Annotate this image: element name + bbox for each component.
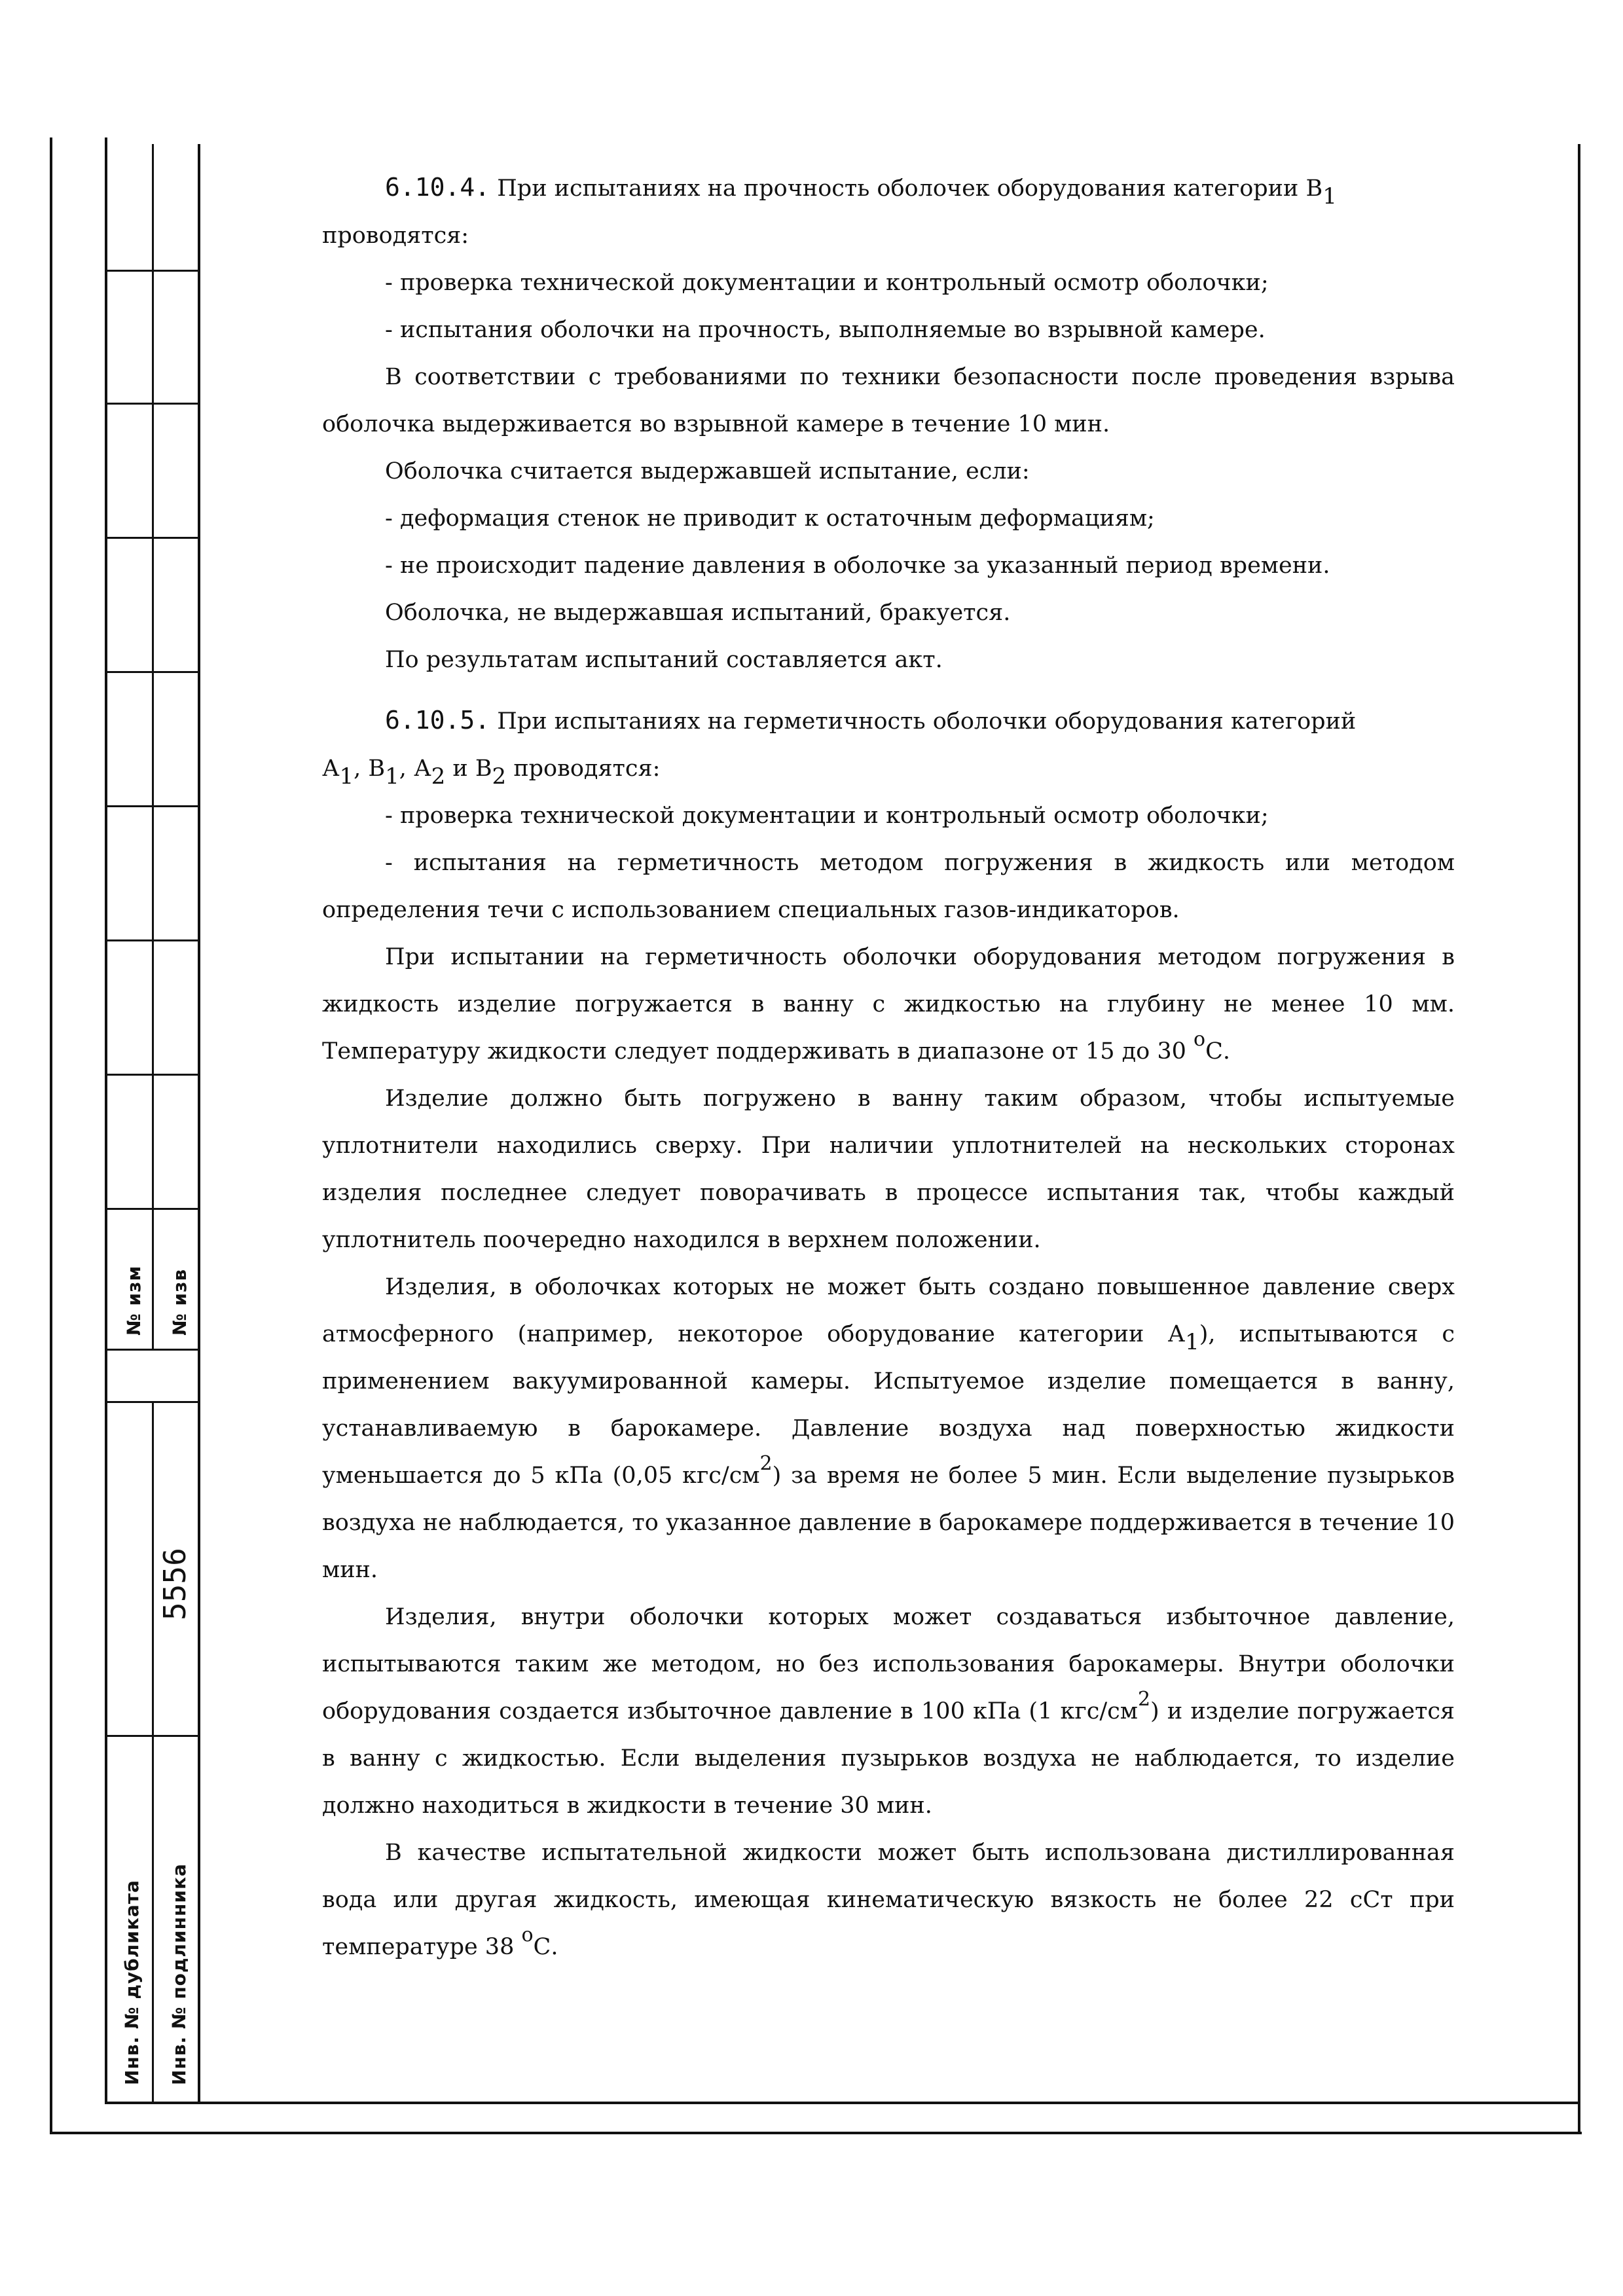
list-item: - проверка технической документации и контрольный осмотр оболочки; xyxy=(385,803,1269,829)
stamp-grid-line-5 xyxy=(105,805,200,807)
stamp-line-b xyxy=(152,144,154,1349)
stamp-grid-line-11 xyxy=(105,1735,200,1737)
stamp-line-a xyxy=(105,137,107,2104)
list-item: - проверка технической документации и контрольный осмотр оболочки; xyxy=(385,270,1269,296)
paragraph-text: Изделия, внутри оболочки которых может создаваться избыточное давление, испытываются таким же методом, но без использования барокамеры. Внутри оболочки оборудования создается избыточное давление в 100 кПа (1 кгс/см xyxy=(322,1604,1455,1724)
superscript: 2 xyxy=(759,1452,773,1475)
frame-bottom-line xyxy=(50,2132,1582,2134)
paragraph-text: При испытании на герметичность оболочки оборудования методом погружения в жидкость изделие погружается в ванну с жидкостью на глубину не менее 10 мм. Температуру жидкости следует поддерживать в диапазоне от 15 до 30 xyxy=(322,944,1455,1065)
list-item: - деформация стенок не приводит к остаточным деформациям; xyxy=(385,505,1155,532)
section-lead-tail: проводятся: xyxy=(322,223,469,249)
stamp-izv-label: № изв xyxy=(169,1268,191,1336)
stamp-podlinnik-number: 5556 xyxy=(157,1548,192,1620)
paragraph-act: По результатам испытаний составляется акт. xyxy=(385,647,943,673)
section-number: 6.10.4. xyxy=(385,173,490,202)
paragraph-text: Изделия, в оболочках которых не может быть создано повышенное давление сверх атмосферного (например, некоторое оборудование категории А xyxy=(322,1274,1455,1347)
section-6-10-4-heading xyxy=(322,164,1455,212)
stamp-grid-line-10 xyxy=(105,1401,200,1403)
stamp-grid-line-1 xyxy=(105,270,200,272)
category-letter: В xyxy=(1305,175,1323,202)
stamp-grid-line-2 xyxy=(105,403,200,405)
paragraph-text: ) и изделие погружается в ванну с жидкостью. Если выделения пузырьков воздуха не наблюдается, то изделие должно находиться в жидкости в течение 30 мин. xyxy=(322,1698,1455,1819)
frame-right-line xyxy=(1578,144,1580,2134)
category-subscript: 1 xyxy=(1322,183,1337,210)
stamp-grid-line-7 xyxy=(105,1074,200,1076)
paragraph-text: ) за время не более 5 мин. Если выделение пузырьков воздуха не наблюдается, то указанное давление в барокамере поддерживается в течение 10 мин. xyxy=(322,1463,1455,1583)
paragraph-safety: В соответствии с требованиями по техники безопасности после проведения взрыва оболочка выдерживается во взрывной камере в течение 10 мин. xyxy=(322,364,1455,437)
category-list xyxy=(322,745,1455,792)
degree-mark: о xyxy=(1194,1028,1206,1051)
paragraph-text: В качестве испытательной жидкости может быть использована дистиллированная вода или другая жидкость, имеющая кинематическую вязкость не более 22 сСт при температуре 38 xyxy=(322,1840,1455,1960)
stamp-grid-line-8 xyxy=(105,1208,200,1210)
category-separator: и xyxy=(445,756,475,782)
section-number: 6.10.5. xyxy=(385,706,490,735)
paragraph-reject: Оболочка, не выдержавшая испытаний, бракуется. xyxy=(385,600,1011,626)
frame-left-outer-line xyxy=(50,137,52,2134)
paragraph-seals: Изделие должно быть погружено в ванну таким образом, чтобы испытуемые уплотнители находились сверху. При наличии уплотнителей на нескольких сторонах изделия последнее следует поворачивать в процессе испытания так, чтобы каждый уплотнитель поочередно находился в верхнем положении. xyxy=(322,1085,1455,1253)
stamp-izm-label: № изм xyxy=(123,1265,145,1336)
category-subscript: 1 xyxy=(1185,1329,1199,1355)
document-body xyxy=(322,164,1455,1971)
stamp-grid-line-6 xyxy=(105,939,200,941)
category-letter: В xyxy=(368,756,386,782)
list-item: - не происходит падение давления в оболочке за указанный период времени. xyxy=(385,553,1330,579)
degree-mark: о xyxy=(521,1923,534,1946)
section-6-10-5-heading xyxy=(322,697,1455,745)
stamp-grid-line-3 xyxy=(105,537,200,539)
category-subscript: 1 xyxy=(339,763,354,790)
stamp-line-d xyxy=(152,1401,154,2104)
paragraph-test-fluid xyxy=(322,1829,1455,1971)
paragraph-vacuum xyxy=(322,1264,1455,1594)
stamp-podlinnik-label: Инв. № подлинника xyxy=(168,1863,190,2085)
category-letter: В xyxy=(475,756,492,782)
paragraph-text: С. xyxy=(533,1934,558,1960)
stamp-grid-line-4 xyxy=(105,671,200,673)
paragraph-text: ), испытываются с применением вакуумированной камеры. Испытуемое изделие помещается в ванну, устанавливаемую в барокамере. Давление воздуха над поверхностью жидкости уменьшается до 5 кПа (0,05 кгс/см xyxy=(322,1321,1455,1489)
paragraph-immersion xyxy=(322,934,1455,1075)
stamp-dublikat-label: Инв. № дубликата xyxy=(121,1880,143,2085)
stamp-grid-line-9 xyxy=(105,1349,200,1351)
category-list-tail: проводятся: xyxy=(506,756,661,782)
paragraph-text: С. xyxy=(1205,1038,1230,1065)
list-item: - испытания оболочки на прочность, выполняемые во взрывной камере. xyxy=(385,317,1266,343)
paragraph-overpressure xyxy=(322,1594,1455,1829)
list-item: - испытания на герметичность методом погружения в жидкость или методом определения течи с использованием специальных газов-индикаторов. xyxy=(322,850,1455,923)
section-lead-text: При испытаниях на прочность оболочек оборудования категории xyxy=(490,175,1306,202)
paragraph-passed-criteria: Оболочка считается выдержавшей испытание, если: xyxy=(385,458,1030,484)
category-subscript: 2 xyxy=(431,763,446,790)
superscript: 2 xyxy=(1137,1688,1151,1711)
category-subscript: 2 xyxy=(492,763,507,790)
category-separator: , xyxy=(399,756,414,782)
section-lead-text: При испытаниях на герметичность оболочки оборудования категорий xyxy=(490,708,1357,735)
category-letter: А xyxy=(322,756,340,782)
frame-inner-bottom-line xyxy=(105,2102,1578,2104)
category-letter: А xyxy=(414,756,431,782)
stamp-line-c xyxy=(198,144,200,2104)
category-separator: , xyxy=(354,756,369,782)
category-subscript: 1 xyxy=(385,763,399,790)
